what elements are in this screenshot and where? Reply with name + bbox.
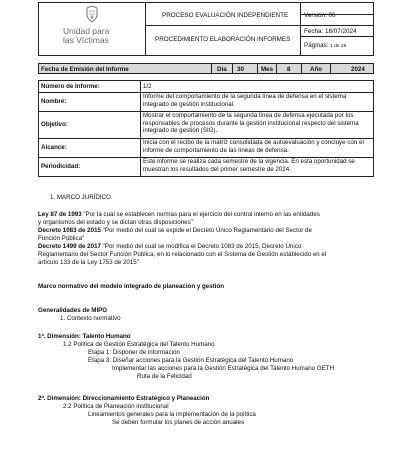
happiness-route-item: Ruta de la Felicidad <box>137 373 192 380</box>
decree-1499-text: "Por medio del cual se modifica el Decreto 1083 de 2015, Decreto Único <box>100 243 302 250</box>
annual-plans-item: Se deben formular los planes de acción anuales <box>112 419 245 426</box>
section-heading-legal-framework: 1. MARCO JURÍDICO. <box>50 194 113 201</box>
cell-divider <box>257 64 258 73</box>
law-87-paragraph <box>38 211 320 219</box>
decree-1083-paragraph <box>38 227 312 235</box>
emission-label: Fecha de Emisión del Informe <box>41 65 129 73</box>
dimension-1-heading: 1ª. Dimensión: Talento Humano <box>38 333 131 340</box>
cell-divider <box>276 64 277 73</box>
procedure-title: PROCEDIMIENTO ELABORACIÓN INFORMES <box>155 36 291 43</box>
cell-divider <box>232 64 233 73</box>
report-info-table <box>38 80 374 177</box>
day-label: Día <box>217 65 227 73</box>
header-divider <box>300 36 374 37</box>
coat-of-arms-icon <box>83 5 101 23</box>
row-value-scope: Inicia con el recibo de la matriz consolidada de autoevaluación y concluye con el informe de comportamiento de las líneas de defensa. <box>141 139 374 158</box>
decree-1499-paragraph <box>38 243 301 251</box>
mipg-framework-heading: Marco normativo del modelo integrado de planeación y gestión <box>38 283 224 290</box>
cell-divider <box>211 64 212 73</box>
law-87-text: "Por la cual se establecen normas para el ejercicio del control interno en las entidades <box>81 211 320 218</box>
normative-context-item: 1. Contexto normativo <box>60 315 121 322</box>
decree-1083-text: "Por medio del cual se expide el Decreto Único Reglamentario del Sector de <box>100 227 312 234</box>
row-value-number: 1/2 <box>141 81 374 93</box>
header-divider <box>145 25 374 26</box>
general-guidelines-item: Lineamientos generales para la implementación de la política <box>88 411 256 418</box>
row-label-objective: Objetivo: <box>39 112 141 139</box>
row-value-periodicity: Este informe se realiza cada semestre de la vigencia. En esta oportunidad se muestran los resultados del primer semestre de 2024. <box>141 158 374 177</box>
decree-1499-title: Decreto 1499 de 2017 <box>38 243 101 250</box>
day-value: 30 <box>237 65 244 73</box>
row-label-scope: Alcance: <box>39 139 141 158</box>
stage-1-item: Etapa 1: Disponer de información <box>88 349 180 356</box>
row-label-number: Número de Informe: <box>39 81 141 93</box>
decree-1499-text-cont2: artículo 133 de la Ley 1753 de 2015" <box>38 259 139 266</box>
talent-policy-item: 1.2 Política de Gestión Estratégica del Talento Humano <box>63 341 215 348</box>
table-row <box>39 81 374 93</box>
version-label: Versión: 06 <box>304 12 336 19</box>
cell-divider <box>330 64 331 73</box>
decree-1083-title: Decreto 1083 de 2015 <box>38 227 101 234</box>
month-value: 8 <box>287 65 291 73</box>
dimension-2-heading: 2ª. Dimensión: Direccionamiento Estratégico y Planeación <box>38 395 210 402</box>
law-87-title: Ley 87 de 1993 <box>38 211 82 218</box>
emission-date-row <box>38 63 374 74</box>
cell-divider <box>301 64 302 73</box>
table-row <box>39 158 374 177</box>
stage-3-item: Etapa 3: Diseñar acciones para la Gestión Estratégica del Talento Humano <box>88 357 294 364</box>
planning-policy-item: 2.2 Política de Planeación institucional <box>63 403 169 410</box>
org-name-line1: Unidad para <box>63 26 110 36</box>
header-divider <box>300 2 301 56</box>
org-name-line2: las Víctimas <box>63 35 109 45</box>
header-divider <box>145 2 146 56</box>
month-label: Mes <box>261 65 274 73</box>
pages-caption: Páginas: <box>304 42 329 49</box>
pages-value: 1 de 28 <box>330 44 347 49</box>
process-title: PROCESO EVALUACIÓN INDEPENDIENTE <box>162 12 289 19</box>
decree-1499-text-cont: Reglamentario del Sector Función Pública, en lo relacionado con el Sistema de Gestión establecido en el <box>38 251 327 258</box>
year-label: Año <box>310 65 323 73</box>
row-label-periodicity: Periodicidad: <box>39 158 141 177</box>
table-row <box>39 112 374 139</box>
year-value: 2024 <box>351 65 365 73</box>
date-label: Fecha: 18/07/2024 <box>304 28 357 35</box>
row-value-name: Informe del comportamiento de la segunda línea de defensa en el sistema integrado de gestión institucional. <box>141 93 374 112</box>
table-row <box>39 93 374 112</box>
org-logo-text <box>63 27 109 45</box>
law-87-text-cont: y organismos del estado y se dictan otras disposiciones" <box>38 219 193 226</box>
decree-1083-text-cont: Función Pública" <box>38 235 85 242</box>
row-label-name: Nombre: <box>39 93 141 112</box>
row-value-objective: Mostrar el comportamiento de la segunda línea de defensa ejecutada por los responsables de procesos durante la gestión institucional respecto del sistema integrado de gestión (SIG). <box>141 112 374 139</box>
mipg-general-heading: Generalidades de MIPG <box>38 307 108 314</box>
pages-label <box>304 42 346 49</box>
implement-actions-item: Implementar las acciones para la Gestión Estratégica del Talento Humano GETH <box>112 365 335 372</box>
table-row <box>39 139 374 158</box>
